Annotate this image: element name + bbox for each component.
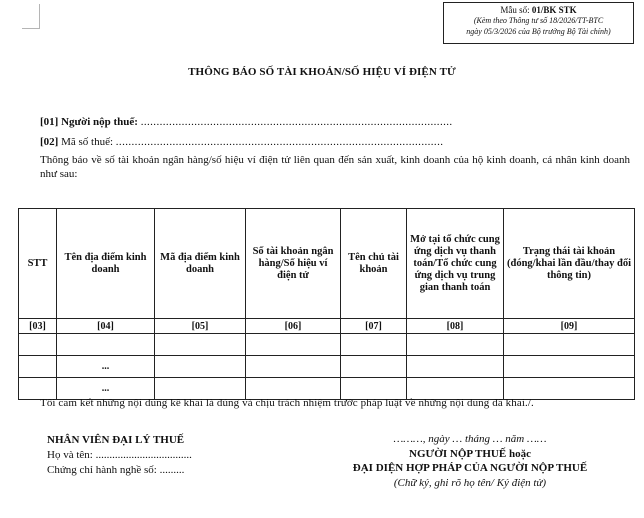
table-cell[interactable] xyxy=(246,334,341,356)
agent-name-field[interactable]: ................................... xyxy=(95,449,192,461)
table-cell[interactable] xyxy=(155,334,246,356)
code-cell: [05] xyxy=(155,319,246,334)
table-code-row xyxy=(19,319,635,334)
table-cell[interactable] xyxy=(57,334,155,356)
taxpayer-field[interactable]: ................................................................................................... xyxy=(140,116,453,128)
form-number-box xyxy=(443,2,634,44)
form-code-label: Mẫu số: xyxy=(500,5,530,15)
table-cell[interactable] xyxy=(19,356,57,378)
table-cell[interactable] xyxy=(246,356,341,378)
tax-code-line xyxy=(40,136,443,148)
tax-code-field[interactable]: ........................................................................................................ xyxy=(115,136,444,148)
table-row xyxy=(19,356,635,378)
table-cell[interactable] xyxy=(504,334,635,356)
agent-cert-field[interactable]: ......... xyxy=(159,464,185,476)
agent-heading: NHÂN VIÊN ĐẠI LÝ THUẾ xyxy=(47,434,185,446)
table-cell[interactable] xyxy=(504,356,635,378)
code-cell: [06] xyxy=(246,319,341,334)
table-cell[interactable] xyxy=(341,334,407,356)
code-cell: [08] xyxy=(407,319,504,334)
document-title: THÔNG BÁO SỐ TÀI KHOẢN/SỐ HIỆU VÍ ĐIỆN TỬ xyxy=(188,66,456,78)
form-code xyxy=(444,5,633,16)
table-cell[interactable] xyxy=(407,356,504,378)
signature-role-line1: NGƯỜI NỘP THUẾ hoặc xyxy=(409,447,531,460)
header-account-status: Trạng thái tài khoản (đóng/khai lần đầu/thay đổi thông tin) xyxy=(504,209,635,319)
header-location-name: Tên địa điểm kinh doanh xyxy=(57,209,155,319)
table-row xyxy=(19,334,635,356)
code-cell: [04] xyxy=(57,319,155,334)
table-cell[interactable]: ... xyxy=(57,356,155,378)
form-code-value: 01/BK STK xyxy=(531,5,577,15)
pledge-statement: Tôi cam kết những nội dung kê khai là đúng và chịu trách nhiệm trước pháp luật về những nội dung đã khai./. xyxy=(40,397,534,409)
code-cell: [03] xyxy=(19,319,57,334)
tax-code-text: Mã số thuế: xyxy=(61,136,114,148)
form-note-line1: (Kèm theo Thông tư số 18/2026/TT-BTC xyxy=(473,16,604,25)
agent-cert-label: Chứng chỉ hành nghề số: xyxy=(47,464,157,476)
account-table xyxy=(18,208,635,400)
taxpayer-line xyxy=(40,116,453,128)
signature-date: ………, ngày … tháng … năm …… xyxy=(393,433,547,445)
form-note-line2: ngày 05/3/2026 của Bộ trưởng Bộ Tài chính) xyxy=(466,26,611,36)
table-cell[interactable] xyxy=(407,334,504,356)
tax-agent-block xyxy=(47,433,192,478)
header-stt: STT xyxy=(19,209,57,319)
table-cell[interactable] xyxy=(341,356,407,378)
table-cell[interactable] xyxy=(19,334,57,356)
table-cell[interactable]: ... xyxy=(57,378,155,400)
header-provider: Mở tại tổ chức cung ứng dịch vụ thanh toán/Tổ chức cung ứng dịch vụ trung gian thanh toán xyxy=(407,209,504,319)
signature-role-line2: ĐẠI DIỆN HỢP PHÁP CỦA NGƯỜI NỘP THUẾ xyxy=(352,462,588,474)
table-header-row xyxy=(19,209,635,319)
agent-cert-line xyxy=(47,463,192,478)
agent-name-label: Họ và tên: xyxy=(47,449,93,461)
taxpayer-label: [01] Người nộp thuế: xyxy=(40,116,138,128)
signature-hint: (Chữ ký, ghi rõ họ tên/ Ký điện tử) xyxy=(393,476,547,489)
table-cell[interactable] xyxy=(155,356,246,378)
page-corner-mark xyxy=(22,4,40,29)
header-location-code: Mã địa điểm kinh doanh xyxy=(155,209,246,319)
intro-paragraph: Thông báo về số tài khoản ngân hàng/số hiệu ví điện tử liên quan đến sản xuất, kinh doanh của hộ kinh doanh, cá nhân kinh doanh như sau: xyxy=(40,154,630,180)
agent-name-line xyxy=(47,448,192,463)
header-account-number: Số tài khoản ngân hàng/Số hiệu ví điện tử xyxy=(246,209,341,319)
signature-block xyxy=(300,432,640,490)
code-cell: [07] xyxy=(341,319,407,334)
tax-code-label: [02] xyxy=(40,136,59,148)
code-cell: [09] xyxy=(504,319,635,334)
header-account-owner: Tên chủ tài khoản xyxy=(341,209,407,319)
